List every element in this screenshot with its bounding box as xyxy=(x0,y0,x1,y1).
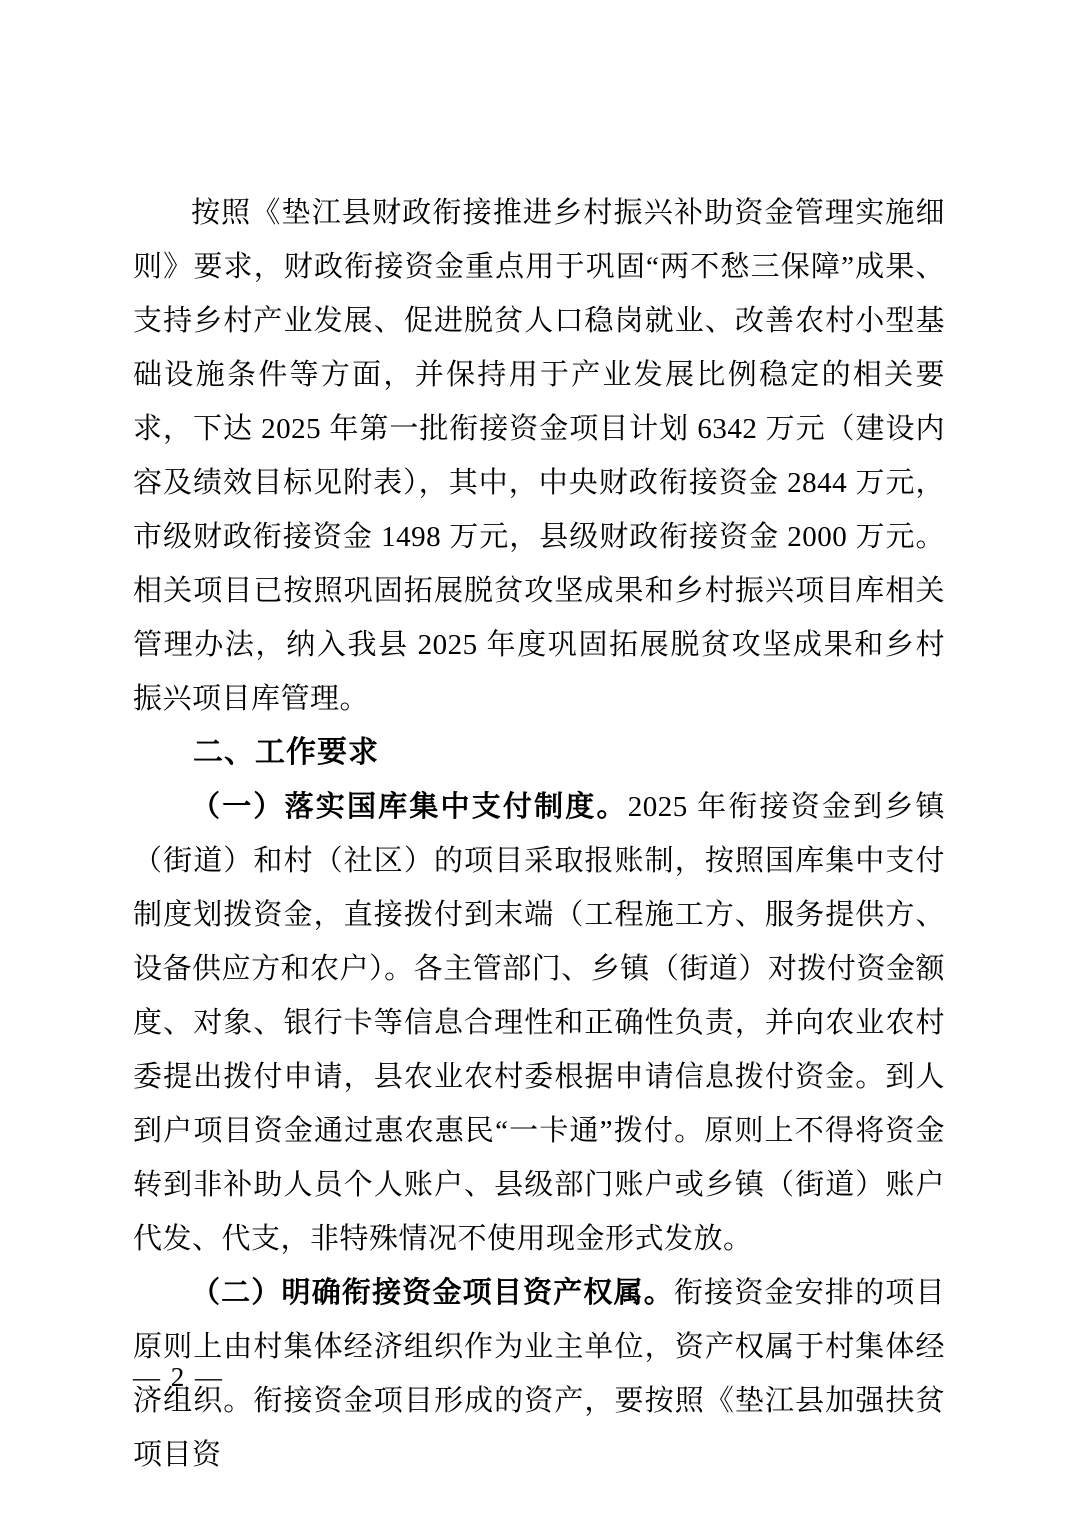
item-1-body: 2025 年衔接资金到乡镇（街道）和村（社区）的项目采取报账制，按照国库集中支付制度划拨资金，直接拨付到末端（工程施工方、服务提供方、设备供应方和农户）。各主管部门、乡镇（街道）对拨付资金额度、对象、银行卡等信息合理性和正确性负责，并向农业农村委提出拨付申请，县农业农村委根据申请信息拨付资金。到人到户项目资金通过惠农惠民“一卡通”拨付。原则上不得将资金转到非补助人员个人账户、县级部门账户或乡镇（街道）账户代发、代支，非特殊情况不使用现金形式发放。 xyxy=(133,791,945,1255)
item-2-body: 衔接资金安排的项目原则上由村集体经济组织作为业主单位，资产权属于村集体经济组织。衔接资金项目形成的资产，要按照《垫江县加强扶贫项目资 xyxy=(133,1277,945,1471)
item-1-lead: （一）落实国库集中支付制度。 xyxy=(191,791,628,823)
section-heading: 二、工作要求 xyxy=(193,736,379,769)
intro-paragraph: 按照《垫江县财政衔接推进乡村振兴补助资金管理实施细则》要求，财政衔接资金重点用于巩固“两不愁三保障”成果、支持乡村产业发展、促进脱贫人口稳岗就业、改善农村小型基础设施条件等方面，并保持用于产业发展比例稳定的相关要求，下达 2025 年第一批衔接资金项目计划 6342 万元（建设内容及绩效目标见附表），其中，中央财政衔接资金 2844 万元，市级财政衔接资金 1498 万元，县级财政衔接资金 2000 万元。相关项目已按照巩固拓展脱贫攻坚成果和乡村振兴项目库相关管理办法，纳入我县 2025 年度巩固拓展脱贫攻坚成果和乡村振兴项目库管理。 xyxy=(133,197,945,715)
page-number: — 2 — xyxy=(133,1362,224,1392)
item-paragraph-1 xyxy=(133,780,945,1266)
document-body xyxy=(133,186,945,1482)
item-2-lead: （二）明确衔接资金项目资产权属。 xyxy=(191,1277,674,1309)
item-paragraph-2 xyxy=(133,1266,945,1482)
